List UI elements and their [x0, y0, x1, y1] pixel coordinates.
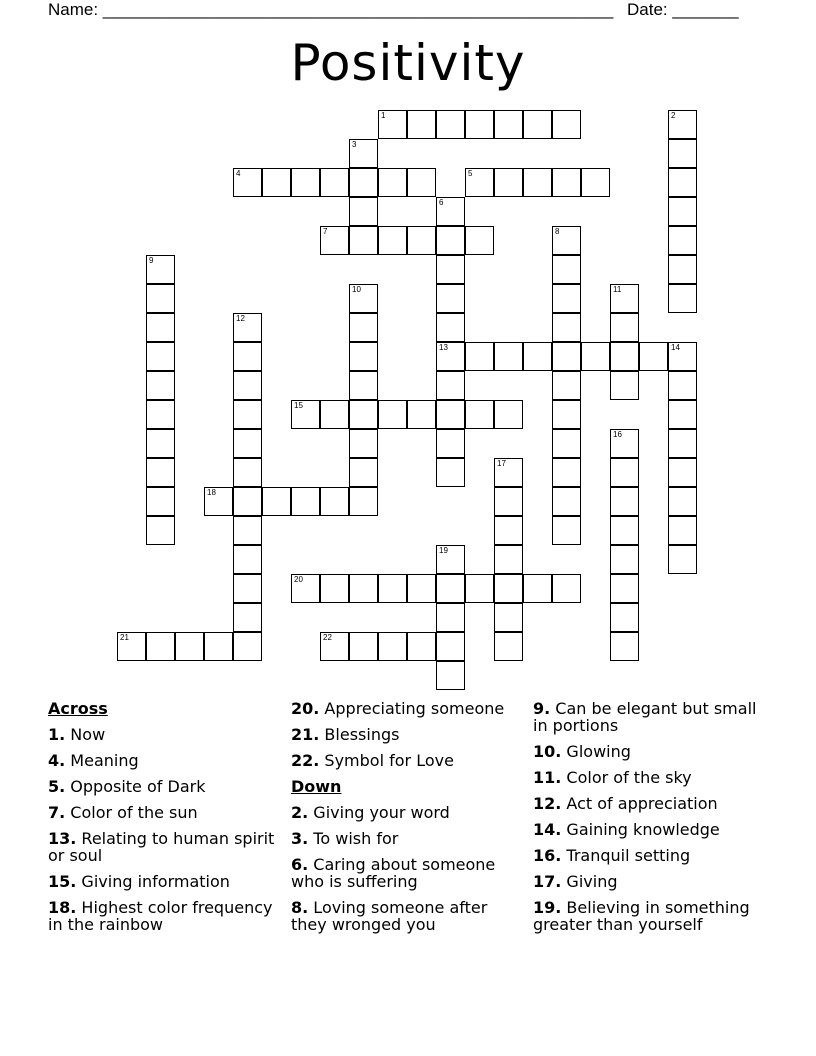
- grid-cell[interactable]: [175, 632, 204, 661]
- grid-cell[interactable]: [552, 313, 581, 342]
- grid-cell[interactable]: [552, 342, 581, 371]
- clue-text: Caring about someone who is suffering: [291, 855, 496, 891]
- clue-text: Color of the sky: [561, 768, 692, 787]
- grid-cell[interactable]: [610, 458, 639, 487]
- clue-number: 15: [294, 401, 303, 410]
- clue-item: [291, 899, 521, 933]
- clue-number-label: 21.: [291, 725, 320, 744]
- grid-cell[interactable]: [378, 226, 407, 255]
- clue-number: 16: [613, 430, 622, 439]
- grid-cell[interactable]: [552, 516, 581, 545]
- clue-number: 11: [613, 285, 622, 294]
- clue-number-label: 3.: [291, 829, 309, 848]
- clue-text: Glowing: [561, 742, 631, 761]
- grid-cell[interactable]: [320, 574, 349, 603]
- grid-cell[interactable]: [233, 168, 262, 197]
- grid-cell[interactable]: [465, 574, 494, 603]
- grid-cell[interactable]: [523, 168, 552, 197]
- clue-text: Symbol for Love: [319, 751, 454, 770]
- grid-cell[interactable]: [233, 342, 262, 371]
- grid-cell[interactable]: [233, 313, 262, 342]
- grid-cell[interactable]: [639, 342, 668, 371]
- clue-text: Loving someone after they wronged you: [291, 898, 488, 934]
- clue-number-label: 12.: [533, 794, 562, 813]
- grid-cell[interactable]: [349, 342, 378, 371]
- grid-cell[interactable]: [610, 632, 639, 661]
- grid-cell[interactable]: [349, 226, 378, 255]
- grid-cell[interactable]: [436, 197, 465, 226]
- clue-number-label: 8.: [291, 898, 309, 917]
- grid-cell[interactable]: [320, 487, 349, 516]
- clue-number: 17: [497, 459, 506, 468]
- grid-cell[interactable]: [262, 168, 291, 197]
- grid-cell[interactable]: [465, 342, 494, 371]
- clue-number-label: 2.: [291, 803, 309, 822]
- clues-column-3: [533, 700, 763, 942]
- grid-cell[interactable]: [349, 400, 378, 429]
- grid-cell[interactable]: [349, 168, 378, 197]
- grid-cell[interactable]: [146, 284, 175, 313]
- clue-number-label: 20.: [291, 699, 320, 718]
- clue-number-label: 4.: [48, 751, 66, 770]
- grid-cell[interactable]: [117, 632, 146, 661]
- clue-item: [533, 821, 763, 838]
- clue-number-label: 6.: [291, 855, 309, 874]
- grid-cell[interactable]: [436, 429, 465, 458]
- grid-cell[interactable]: [523, 342, 552, 371]
- clue-item: [48, 726, 278, 743]
- grid-cell[interactable]: [668, 458, 697, 487]
- grid-cell[interactable]: [146, 400, 175, 429]
- grid-cell[interactable]: [436, 661, 465, 690]
- grid-cell[interactable]: [494, 458, 523, 487]
- section-heading: Down: [291, 777, 342, 796]
- clue-item: [291, 752, 521, 769]
- grid-cell[interactable]: [320, 400, 349, 429]
- clue-text: Gaining knowledge: [561, 820, 720, 839]
- clue-item: [48, 873, 278, 890]
- grid-cell[interactable]: [146, 313, 175, 342]
- grid-cell[interactable]: [610, 603, 639, 632]
- grid-cell[interactable]: [407, 632, 436, 661]
- grid-cell[interactable]: [494, 400, 523, 429]
- clue-item: [291, 804, 521, 821]
- grid-cell[interactable]: [465, 400, 494, 429]
- clue-item: [533, 795, 763, 812]
- grid-cell[interactable]: [146, 429, 175, 458]
- clue-text: Meaning: [65, 751, 139, 770]
- page-title: Positivity: [290, 34, 526, 92]
- grid-cell[interactable]: [610, 545, 639, 574]
- clue-number-label: 7.: [48, 803, 66, 822]
- grid-cell[interactable]: [668, 226, 697, 255]
- grid-cell[interactable]: [320, 168, 349, 197]
- clue-number: 13: [439, 343, 448, 352]
- grid-cell[interactable]: [146, 487, 175, 516]
- clue-number: 14: [671, 343, 680, 352]
- clue-item: [291, 726, 521, 743]
- clue-number: 19: [439, 546, 448, 555]
- grid-cell[interactable]: [146, 632, 175, 661]
- clue-number-label: 11.: [533, 768, 562, 787]
- grid-cell[interactable]: [465, 226, 494, 255]
- clue-number-label: 9.: [533, 699, 551, 718]
- grid-cell[interactable]: [523, 110, 552, 139]
- grid-cell[interactable]: [494, 487, 523, 516]
- clue-text: Act of appreciation: [561, 794, 718, 813]
- grid-cell[interactable]: [436, 255, 465, 284]
- grid-cell[interactable]: [552, 110, 581, 139]
- grid-cell[interactable]: [204, 487, 233, 516]
- grid-cell[interactable]: [552, 371, 581, 400]
- grid-cell[interactable]: [146, 458, 175, 487]
- clue-text: Giving your word: [308, 803, 450, 822]
- grid-cell[interactable]: [233, 400, 262, 429]
- grid-cell[interactable]: [407, 400, 436, 429]
- clue-item: [533, 899, 763, 933]
- grid-cell[interactable]: [233, 632, 262, 661]
- grid-cell[interactable]: [233, 487, 262, 516]
- clue-number: 8: [555, 227, 560, 236]
- clue-number-label: 5.: [48, 777, 66, 796]
- grid-cell[interactable]: [349, 284, 378, 313]
- clue-text: Opposite of Dark: [65, 777, 206, 796]
- grid-cell[interactable]: [552, 168, 581, 197]
- clue-text: Giving information: [76, 872, 230, 891]
- grid-cell[interactable]: [610, 371, 639, 400]
- grid-cell[interactable]: [233, 371, 262, 400]
- grid-cell[interactable]: [407, 110, 436, 139]
- clue-text: Believing in something greater than yourself: [533, 898, 750, 934]
- name-field-label: Name: ______________________________________________________: [48, 0, 614, 19]
- grid-cell[interactable]: [146, 342, 175, 371]
- grid-cell[interactable]: [552, 226, 581, 255]
- grid-cell[interactable]: [320, 632, 349, 661]
- grid-cell[interactable]: [436, 284, 465, 313]
- grid-cell[interactable]: [320, 226, 349, 255]
- clue-item: [291, 830, 521, 847]
- grid-cell[interactable]: [552, 487, 581, 516]
- grid-cell[interactable]: [378, 400, 407, 429]
- clue-item: [533, 847, 763, 864]
- grid-cell[interactable]: [436, 226, 465, 255]
- grid-cell[interactable]: [668, 545, 697, 574]
- clue-number-label: 22.: [291, 751, 320, 770]
- clue-number-label: 16.: [533, 846, 562, 865]
- clue-item: [533, 873, 763, 890]
- grid-cell[interactable]: [552, 255, 581, 284]
- grid-cell[interactable]: [407, 168, 436, 197]
- clue-number-label: 10.: [533, 742, 562, 761]
- grid-cell[interactable]: [494, 342, 523, 371]
- clue-number: 12: [236, 314, 245, 323]
- grid-cell[interactable]: [494, 168, 523, 197]
- grid-cell[interactable]: [233, 545, 262, 574]
- grid-cell[interactable]: [378, 574, 407, 603]
- clue-text: Tranquil setting: [561, 846, 691, 865]
- clue-text: Blessings: [319, 725, 400, 744]
- clue-number: 7: [323, 227, 328, 236]
- clue-text: Can be elegant but small in portions: [533, 699, 757, 735]
- grid-cell[interactable]: [291, 400, 320, 429]
- clues-column-1: [48, 700, 278, 942]
- grid-cell[interactable]: [436, 545, 465, 574]
- grid-cell[interactable]: [378, 632, 407, 661]
- clue-item: [291, 856, 521, 890]
- clue-number: 9: [149, 256, 154, 265]
- clue-number: 1: [381, 111, 386, 120]
- grid-cell[interactable]: [552, 400, 581, 429]
- clue-item: [533, 700, 763, 734]
- grid-cell[interactable]: [494, 516, 523, 545]
- grid-cell[interactable]: [204, 632, 233, 661]
- clue-number-label: 14.: [533, 820, 562, 839]
- grid-cell[interactable]: [436, 574, 465, 603]
- grid-cell[interactable]: [610, 284, 639, 313]
- grid-cell[interactable]: [436, 400, 465, 429]
- grid-cell[interactable]: [349, 574, 378, 603]
- grid-cell[interactable]: [668, 168, 697, 197]
- grid-cell[interactable]: [233, 603, 262, 632]
- grid-cell[interactable]: [494, 632, 523, 661]
- grid-cell[interactable]: [668, 487, 697, 516]
- clue-number: 4: [236, 169, 241, 178]
- grid-cell[interactable]: [668, 400, 697, 429]
- clue-item: [291, 700, 521, 717]
- grid-cell[interactable]: [668, 255, 697, 284]
- grid-cell[interactable]: [436, 313, 465, 342]
- grid-cell[interactable]: [378, 110, 407, 139]
- grid-cell[interactable]: [262, 487, 291, 516]
- grid-cell[interactable]: [523, 574, 552, 603]
- grid-cell[interactable]: [668, 371, 697, 400]
- grid-cell[interactable]: [465, 110, 494, 139]
- clue-item: [48, 804, 278, 821]
- grid-cell[interactable]: [349, 313, 378, 342]
- grid-cell[interactable]: [349, 458, 378, 487]
- grid-cell[interactable]: [349, 139, 378, 168]
- grid-cell[interactable]: [291, 487, 320, 516]
- clue-text: Color of the sun: [65, 803, 198, 822]
- grid-cell[interactable]: [494, 110, 523, 139]
- clue-number-label: 18.: [48, 898, 77, 917]
- clue-item: [48, 752, 278, 769]
- clue-number: 18: [207, 488, 216, 497]
- clue-text: Now: [65, 725, 106, 744]
- grid-cell[interactable]: [146, 516, 175, 545]
- clue-text: Highest color frequency in the rainbow: [48, 898, 273, 934]
- clue-number: 21: [120, 633, 129, 642]
- grid-cell[interactable]: [610, 429, 639, 458]
- grid-cell[interactable]: [465, 168, 494, 197]
- grid-cell[interactable]: [668, 110, 697, 139]
- clues-column-2: [291, 700, 521, 942]
- clue-number-label: 1.: [48, 725, 66, 744]
- grid-cell[interactable]: [378, 168, 407, 197]
- clue-number-label: 17.: [533, 872, 562, 891]
- grid-cell[interactable]: [349, 429, 378, 458]
- grid-cell[interactable]: [349, 371, 378, 400]
- grid-cell[interactable]: [668, 342, 697, 371]
- grid-cell[interactable]: [668, 284, 697, 313]
- grid-cell[interactable]: [436, 603, 465, 632]
- grid-cell[interactable]: [291, 168, 320, 197]
- grid-cell[interactable]: [407, 574, 436, 603]
- grid-cell[interactable]: [610, 516, 639, 545]
- clue-number: 2: [671, 111, 676, 120]
- grid-cell[interactable]: [349, 632, 378, 661]
- clue-item: [48, 778, 278, 795]
- grid-cell[interactable]: [552, 284, 581, 313]
- grid-cell[interactable]: [610, 574, 639, 603]
- grid-cell[interactable]: [552, 458, 581, 487]
- grid-cell[interactable]: [436, 458, 465, 487]
- grid-cell[interactable]: [610, 487, 639, 516]
- clue-number: 6: [439, 198, 444, 207]
- grid-cell[interactable]: [668, 197, 697, 226]
- grid-cell[interactable]: [233, 516, 262, 545]
- grid-cell[interactable]: [610, 313, 639, 342]
- section-heading: Across: [48, 699, 108, 718]
- grid-cell[interactable]: [146, 255, 175, 284]
- grid-cell[interactable]: [668, 516, 697, 545]
- clue-number: 20: [294, 575, 303, 584]
- clue-item: [533, 769, 763, 786]
- grid-cell[interactable]: [349, 197, 378, 226]
- clue-number: 22: [323, 633, 332, 642]
- grid-cell[interactable]: [610, 342, 639, 371]
- grid-cell[interactable]: [552, 574, 581, 603]
- clue-item: [48, 899, 278, 933]
- grid-cell[interactable]: [436, 110, 465, 139]
- clue-text: Appreciating someone: [319, 699, 505, 718]
- grid-cell[interactable]: [494, 574, 523, 603]
- grid-cell[interactable]: [668, 139, 697, 168]
- clue-number: 3: [352, 140, 357, 149]
- clue-number-label: 13.: [48, 829, 77, 848]
- grid-cell[interactable]: [233, 458, 262, 487]
- clue-number-label: 19.: [533, 898, 562, 917]
- clue-item: [533, 743, 763, 760]
- date-field-label: Date: _______: [627, 0, 739, 19]
- grid-cell[interactable]: [436, 342, 465, 371]
- clue-item: [48, 830, 278, 864]
- grid-cell[interactable]: [407, 226, 436, 255]
- grid-cell[interactable]: [581, 342, 610, 371]
- grid-cell[interactable]: [494, 603, 523, 632]
- clue-number: 10: [352, 285, 361, 294]
- grid-cell[interactable]: [349, 487, 378, 516]
- clue-number: 5: [468, 169, 473, 178]
- clue-text: Giving: [561, 872, 618, 891]
- clue-text: To wish for: [308, 829, 399, 848]
- grid-cell[interactable]: [233, 574, 262, 603]
- grid-cell[interactable]: [581, 168, 610, 197]
- grid-cell[interactable]: [552, 429, 581, 458]
- grid-cell[interactable]: [146, 371, 175, 400]
- grid-cell[interactable]: [436, 632, 465, 661]
- grid-cell[interactable]: [233, 429, 262, 458]
- grid-cell[interactable]: [436, 371, 465, 400]
- grid-cell[interactable]: [494, 545, 523, 574]
- grid-cell[interactable]: [668, 429, 697, 458]
- clue-text: Relating to human spirit or soul: [48, 829, 275, 865]
- grid-cell[interactable]: [291, 574, 320, 603]
- clue-number-label: 15.: [48, 872, 77, 891]
